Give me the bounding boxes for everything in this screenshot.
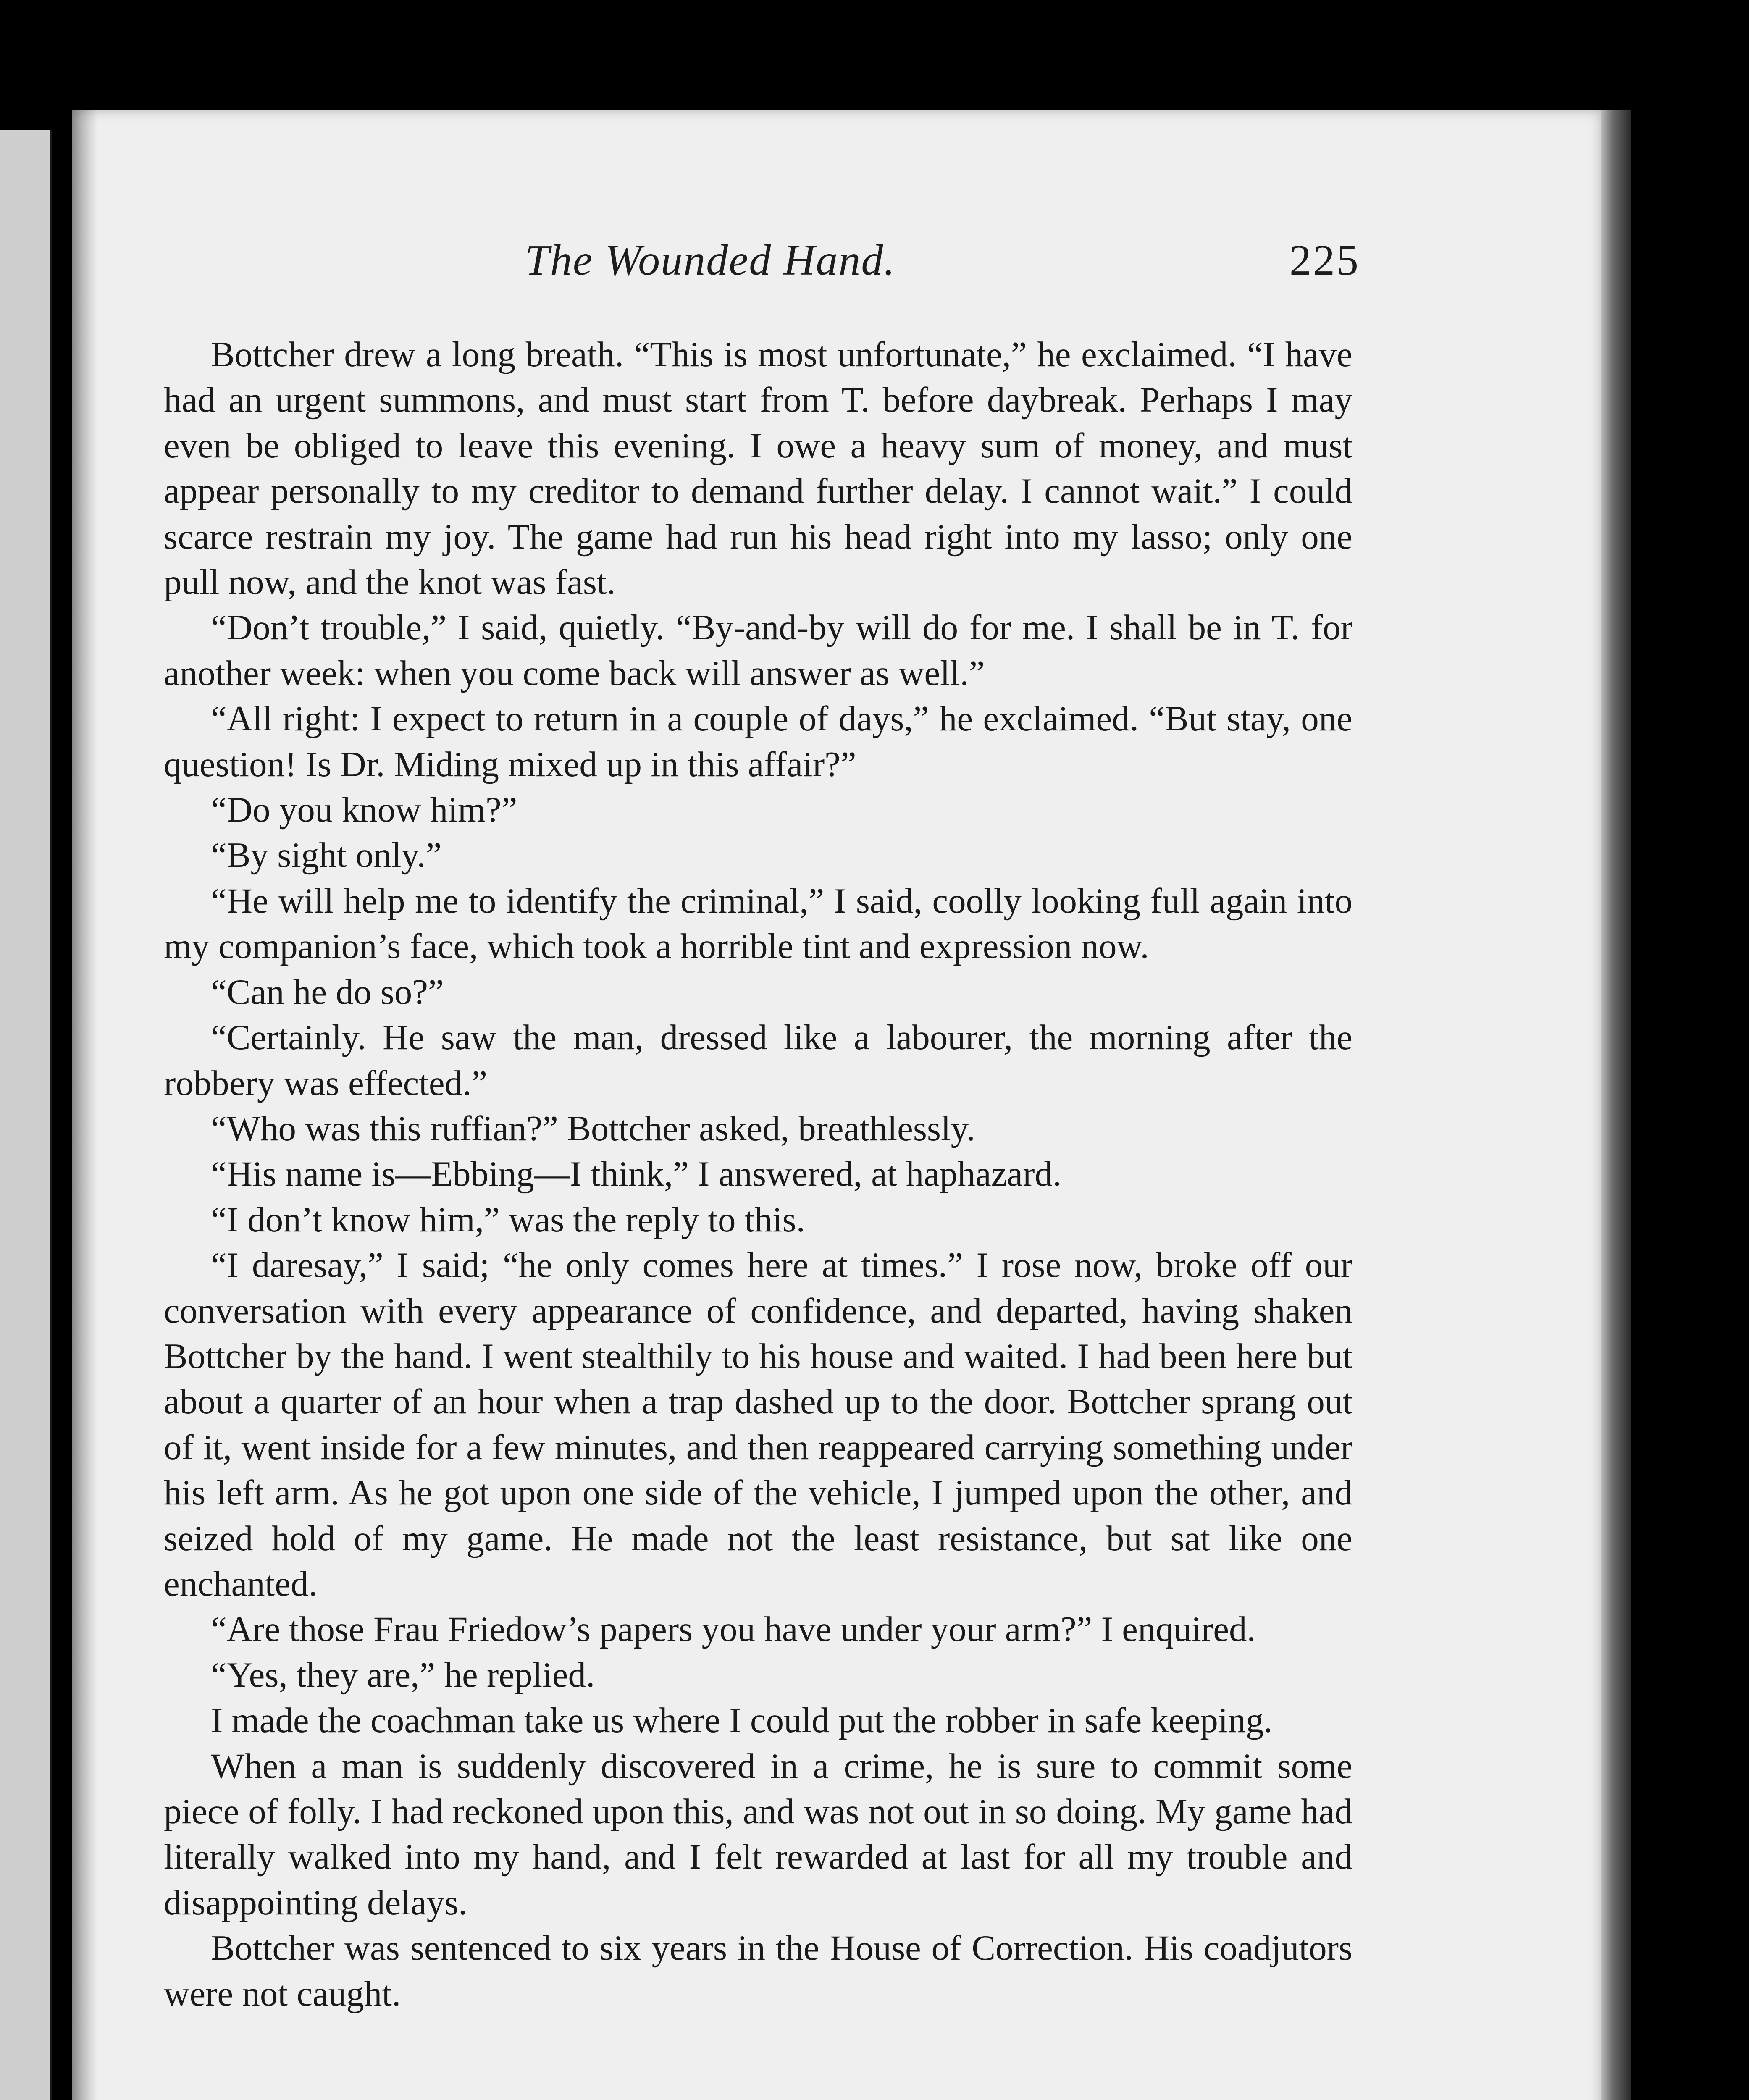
paragraph: “Who was this ruffian?” Bottcher asked, breathlessly. (211, 1108, 975, 1148)
paragraph: “Don’t trouble,” I said, quietly. “By-and-by will do for me. I shall be in T. for another week: when you come back will answer as well.” (164, 608, 1352, 693)
paragraph: “Can he do so?” (211, 972, 444, 1012)
facing-page-edge (0, 130, 52, 2100)
paragraph: Bottcher was sentenced to six years in the House of Correction. His coadjutors were not caught. (164, 1928, 1352, 2013)
paragraph: “Certainly. He saw the man, dressed like a labourer, the morning after the robbery was effected.” (164, 1018, 1352, 1103)
paragraph: “By sight only.” (211, 835, 442, 875)
paragraph: “All right: I expect to return in a couple of days,” he exclaimed. “But stay, one question! Is Dr. Miding mixed up in this affair?” (164, 699, 1352, 784)
paragraph: “I daresay,” I said; “he only comes here at times.” I rose now, broke off our conversation with every appearance of confidence, and departed, having shaken Bottcher by the hand. I went stealthily to his house and waited. I had been here but about a quarter of an hour when a trap dashed up to the door. Bottcher sprang out of it, went inside for a few minutes, and then reappeared carrying something under his left arm. As he got upon one side of the vehicle, I jumped upon the other, and seized hold of my game. He made not the least resistance, but sat like one enchanted. (164, 1245, 1352, 1604)
paragraph: Bottcher drew a long breath. “This is most unfortunate,” he exclaimed. “I have had an urgent summons, and must start from T. before daybreak. Perhaps I may even be obliged to leave this evening. I owe a heavy sum of money, and must appear personally to my creditor to demand further delay. I cannot wait.” I could scarce restrain my joy. The game had run his head right into my lasso; only one pull now, and the knot was fast. (164, 335, 1352, 602)
paragraph: I made the coachman take us where I could put the robber in safe keeping. (211, 1701, 1273, 1740)
paragraph: “His name is—Ebbing—I think,” I answered, at haphazard. (211, 1154, 1062, 1194)
paragraph: “He will help me to identify the criminal,” I said, coolly looking full again into my companion’s face, which took a horrible tint and expression now. (164, 881, 1352, 966)
page-number: 225 (1289, 236, 1360, 284)
paragraph: “Do you know him?” (211, 790, 517, 830)
page-edge-stack (1601, 110, 1631, 2100)
paragraph: “Are those Frau Friedow’s papers you have under your arm?” I enquired. (211, 1609, 1256, 1649)
paragraph: When a man is suddenly discovered in a crime, he is sure to commit some piece of folly. I had reckoned upon this, and was not out in so doing. My game had literally walked into my hand, and I felt rewarded at last for all my trouble and disappointing delays. (164, 1746, 1352, 1922)
running-head-title: The Wounded Hand. (525, 236, 896, 284)
paragraph: “I don’t know him,” was the reply to this. (211, 1200, 805, 1239)
paragraph: “Yes, they are,” he replied. (211, 1655, 595, 1695)
story-body (164, 332, 1352, 2016)
